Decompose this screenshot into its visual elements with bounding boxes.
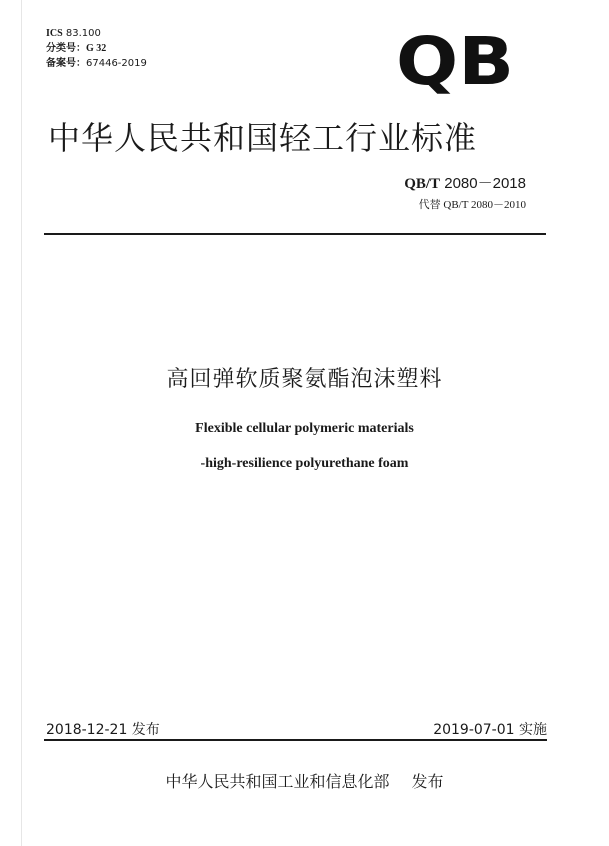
filing-row bbox=[46, 56, 147, 71]
standard-number-value: 2080－2018 bbox=[444, 175, 526, 192]
footer-divider bbox=[44, 739, 547, 741]
effective-date: 2019-07-01 实施 bbox=[433, 722, 547, 738]
replaces-value: QB/T 2080－2010 bbox=[443, 199, 526, 211]
qb-logo bbox=[395, 23, 515, 100]
replaces-label: 代替 bbox=[418, 199, 441, 211]
document-title-en-line-1: Flexible cellular polymeric materials bbox=[195, 421, 414, 436]
issuer-line bbox=[0, 769, 609, 792]
classification-block bbox=[46, 26, 147, 71]
filing-value: 67446-2019 bbox=[86, 58, 147, 69]
industry-standard-title: 中华人民共和国轻工行业标准 bbox=[48, 119, 478, 157]
filing-label: 备案号： bbox=[46, 58, 86, 69]
standard-code: QB/T bbox=[404, 176, 441, 192]
issuer-action: 发布 bbox=[411, 772, 444, 791]
standard-number bbox=[404, 172, 526, 193]
document-title-en-line-2: -high-resilience polyurethane foam bbox=[200, 456, 409, 471]
header-divider bbox=[44, 233, 546, 235]
document-title-cn: 高回弹软质聚氨酯泡沫塑料 bbox=[166, 367, 443, 392]
qb-logo-text: QB bbox=[396, 23, 514, 100]
category-row bbox=[46, 41, 147, 56]
ics-row bbox=[46, 26, 147, 41]
category-value: G 32 bbox=[86, 43, 107, 54]
ics-value: 83.100 bbox=[65, 28, 101, 39]
issue-date: 2018-12-21 发布 bbox=[46, 722, 160, 738]
ics-label: ICS bbox=[46, 28, 63, 39]
replaces-line bbox=[419, 196, 526, 212]
category-label: 分类号： bbox=[46, 43, 86, 54]
issuer-name: 中华人民共和国工业和信息化部 bbox=[165, 772, 390, 791]
